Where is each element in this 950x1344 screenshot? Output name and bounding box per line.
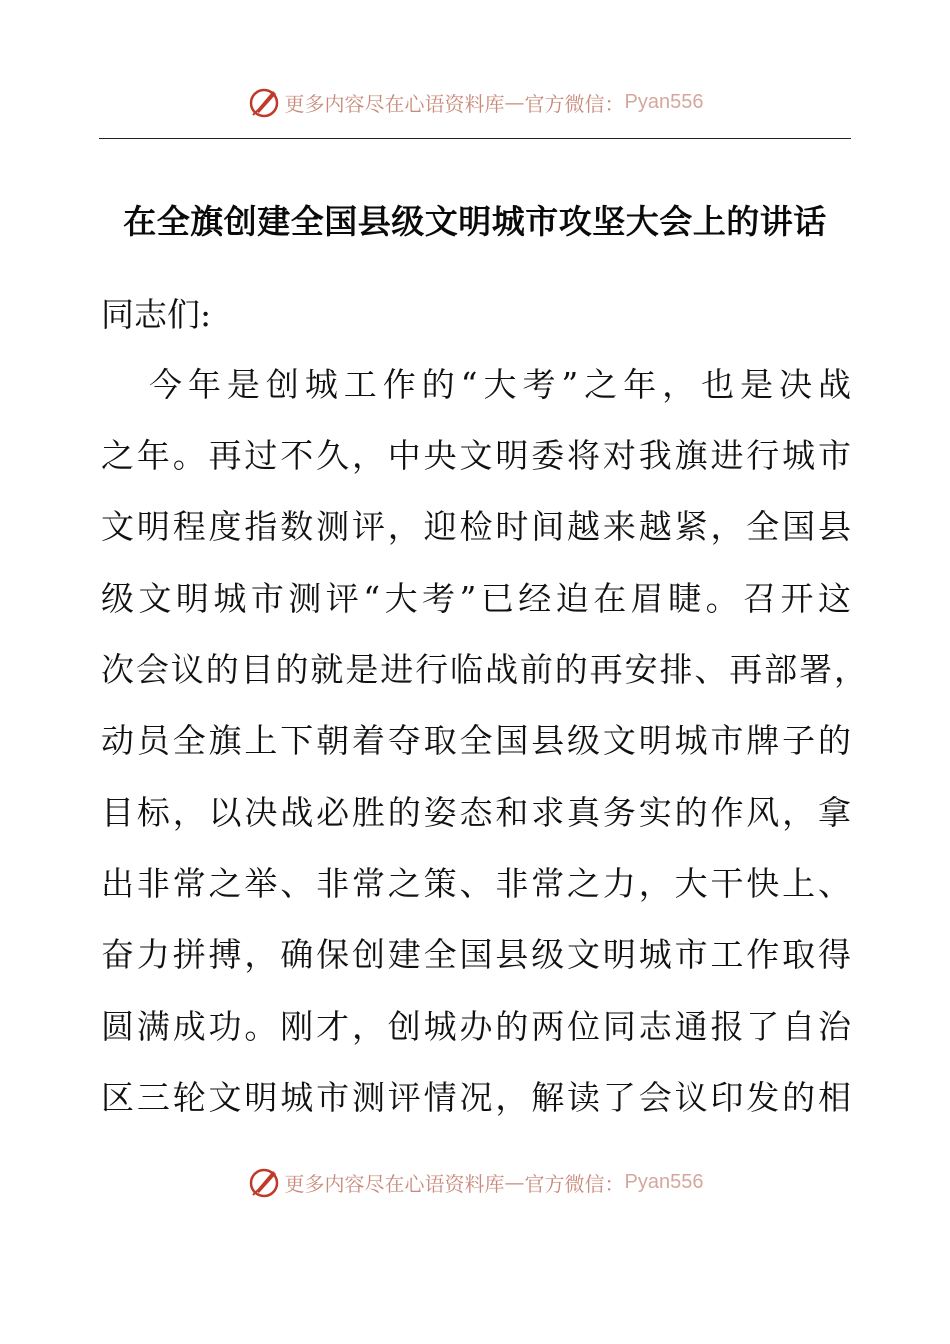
- banner-wechat-label: 官方微信：: [524, 91, 625, 116]
- banner-text: 更多内容尽在心语资料库: [284, 91, 505, 116]
- body-line-8: 出非常之举、非常之策、非常之力，大干快上、: [101, 864, 851, 903]
- banner-separator: —: [504, 90, 525, 114]
- header-divider: [99, 138, 851, 139]
- body-line-4: 级文明城市测评“大考”已经迫在眉睫。召开这: [101, 579, 851, 618]
- banner-separator: —: [504, 1170, 525, 1194]
- document-title: 在全旗创建全国县级文明城市攻坚大会上的讲话: [123, 202, 827, 241]
- banner-wechat-label: 官方微信：: [524, 1171, 625, 1196]
- quill-seal-logo-icon: [247, 85, 281, 119]
- body-line-6: 动员全旗上下朝着夺取全国县级文明城市牌子的: [101, 721, 851, 760]
- body-line-10: 圆满成功。刚才，创城办的两位同志通报了自治: [101, 1007, 851, 1046]
- header-watermark-banner: [0, 82, 950, 122]
- banner-text: 更多内容尽在心语资料库: [284, 1171, 505, 1196]
- footer-watermark-banner: [0, 1162, 950, 1202]
- body-line-9: 奋力拼搏，确保创建全国县级文明城市工作取得: [101, 935, 851, 974]
- body-line-1: 今年是创城工作的“大考”之年，也是决战: [149, 365, 851, 404]
- salutation: 同志们:: [101, 295, 212, 334]
- body-line-2: 之年。再过不久，中央文明委将对我旗进行城市: [101, 436, 851, 475]
- banner-wechat-id: Pyan556: [624, 90, 704, 113]
- body-line-7: 目标，以决战必胜的姿态和求真务实的作风，拿: [101, 793, 851, 832]
- body-line-5: 次会议的目的就是进行临战前的再安排、再部署，: [101, 650, 867, 689]
- banner-wechat-id: Pyan556: [624, 1170, 704, 1193]
- quill-seal-logo-icon: [247, 1165, 281, 1199]
- body-line-11: 区三轮文明城市测评情况，解读了会议印发的相: [101, 1078, 851, 1117]
- body-line-3: 文明程度指数测评，迎检时间越来越紧，全国县: [101, 507, 851, 546]
